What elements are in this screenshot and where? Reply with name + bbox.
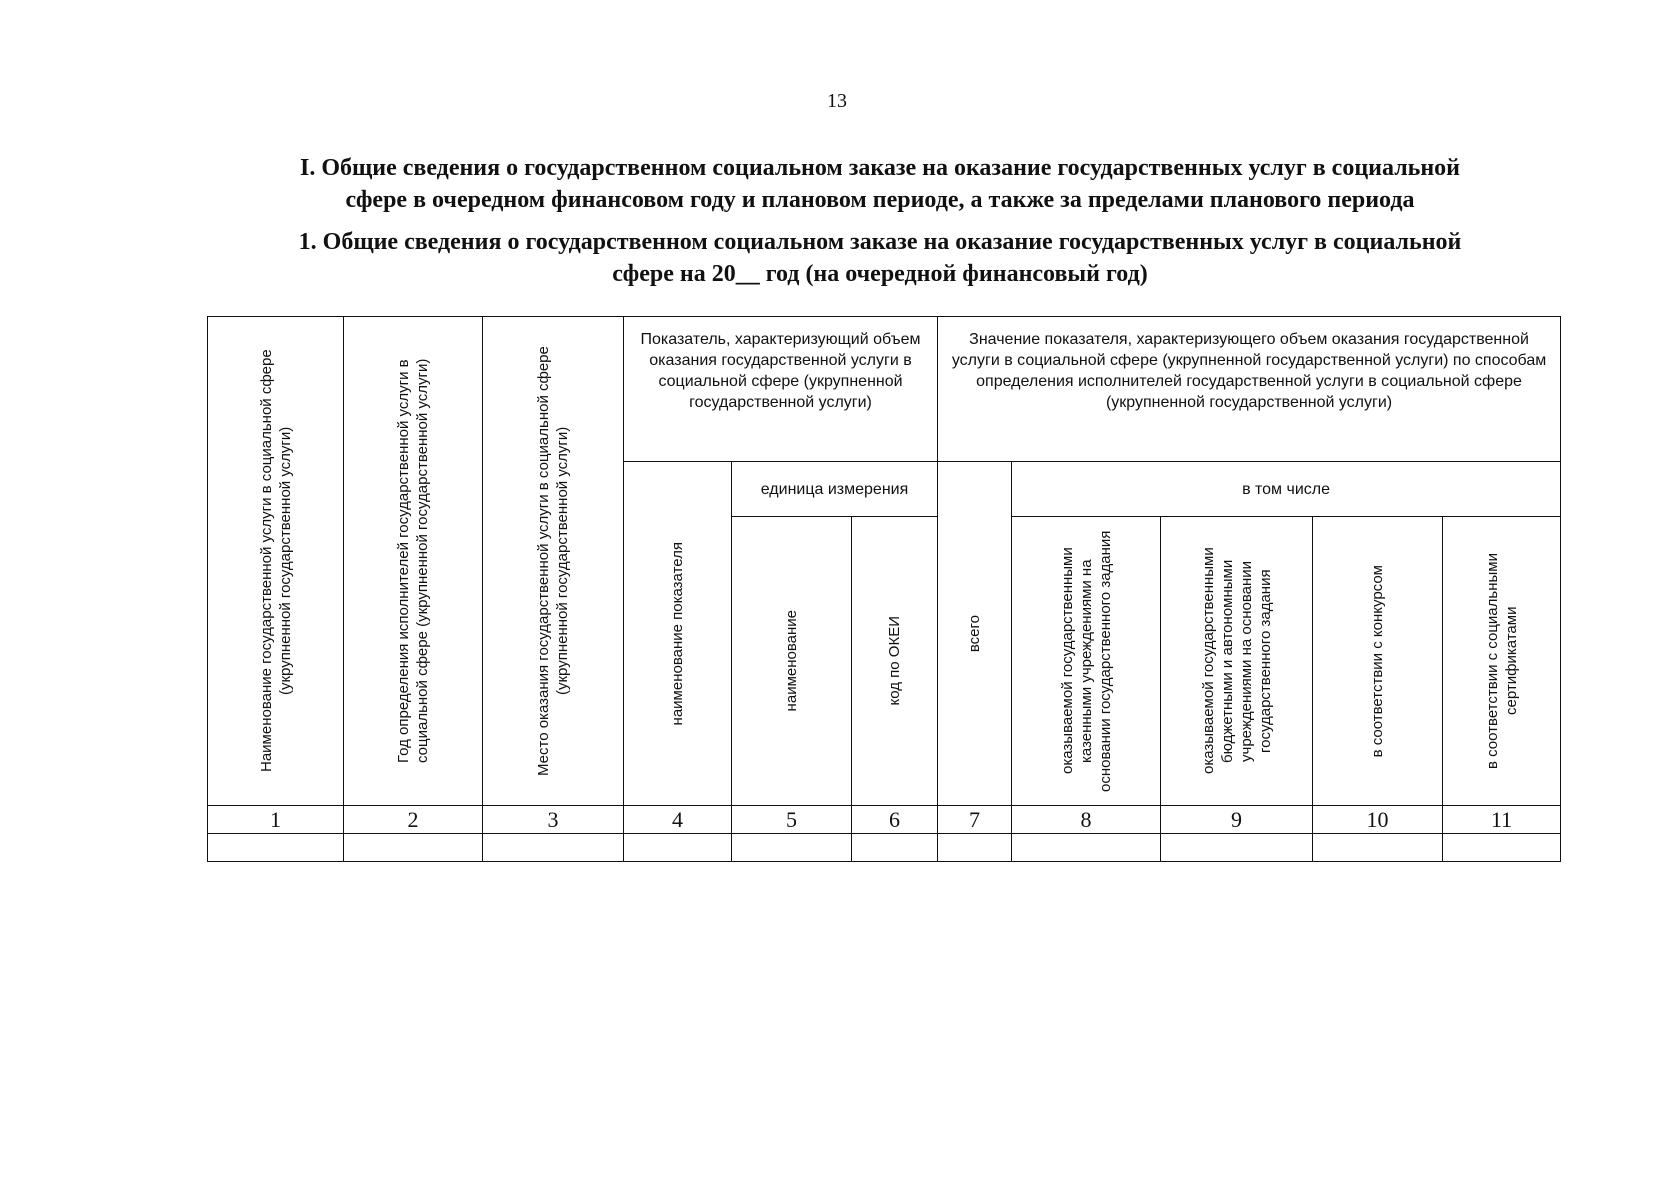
header-total: всего: [938, 462, 1012, 806]
header-indicator-group: Показатель, характеризующий объем оказания государственной услуги в социальной сфере (укрупненной государственной услуги): [624, 317, 938, 462]
column-number: 3: [483, 806, 624, 834]
header-okei-code: код по ОКЕИ: [852, 517, 938, 806]
column-number: 9: [1161, 806, 1313, 834]
column-number: 6: [852, 806, 938, 834]
empty-cell[interactable]: [1012, 834, 1161, 862]
column-number: 2: [344, 806, 483, 834]
section-heading: [210, 152, 1550, 216]
column-number-row: [208, 806, 1561, 834]
column-number: 1: [208, 806, 344, 834]
header-unit-name: наименование: [732, 517, 852, 806]
header-indicator-name: наименование показателя: [624, 462, 732, 806]
empty-cell[interactable]: [732, 834, 852, 862]
header-unit-group: единица измерения: [732, 462, 938, 517]
column-number: 5: [732, 806, 852, 834]
header-value-group: Значение показателя, характеризующего объем оказания государственной услуги в социальной сфере (укрупненной государственной услуги) по способам определения исполнителей государственной услуги в социальной сфере (укрупненной государственной услуги): [938, 317, 1561, 462]
empty-cell[interactable]: [1313, 834, 1443, 862]
empty-cell[interactable]: [208, 834, 344, 862]
section-heading-line-2: сфере в очередном финансовом году и плановом периоде, а также за пределами планового периода: [345, 187, 1415, 213]
header-state-owned: оказываемой государственными казенными учреждениями на основании государственного задания: [1012, 517, 1161, 806]
empty-cell[interactable]: [624, 834, 732, 862]
column-number: 11: [1443, 806, 1561, 834]
empty-cell[interactable]: [1443, 834, 1561, 862]
header-place: Место оказания государственной услуги в социальной сфере (укрупненной государственной услуги): [483, 317, 624, 806]
header-including: в том числе: [1012, 462, 1561, 517]
empty-data-row: [208, 834, 1561, 862]
empty-cell[interactable]: [344, 834, 483, 862]
subsection-heading-line-2: сфере на 20__ год (на очередной финансовый год): [612, 261, 1148, 287]
header-budget-autonomous: оказываемой государственными бюджетными и автономными учреждениями на основании государственного задания: [1161, 517, 1313, 806]
column-number: 10: [1313, 806, 1443, 834]
empty-cell[interactable]: [1161, 834, 1313, 862]
header-year: Год определения исполнителей государственной услуги в социальной сфере (укрупненной государственной услуги): [344, 317, 483, 806]
column-number: 7: [938, 806, 1012, 834]
header-by-certificates: в соответствии с социальными сертификатами: [1443, 517, 1561, 806]
header-service-name: Наименование государственной услуги в социальной сфере (укрупненной государственной услуги): [208, 317, 344, 806]
section-heading-line-1: I. Общие сведения о государственном социальном заказе на оказание государственных услуг в социальной: [299, 155, 1461, 181]
subsection-heading-line-1: 1. Общие сведения о государственном социальном заказе на оказание государственных услуг в социальной: [298, 229, 1462, 255]
header-row-1: [208, 317, 1561, 462]
empty-cell[interactable]: [483, 834, 624, 862]
empty-cell[interactable]: [938, 834, 1012, 862]
subsection-heading: [210, 226, 1550, 290]
page-number: 13: [827, 90, 847, 112]
column-number: 8: [1012, 806, 1161, 834]
social-order-table: [207, 316, 1561, 862]
empty-cell[interactable]: [852, 834, 938, 862]
header-by-contest: в соответствии с конкурсом: [1313, 517, 1443, 806]
column-number: 4: [624, 806, 732, 834]
